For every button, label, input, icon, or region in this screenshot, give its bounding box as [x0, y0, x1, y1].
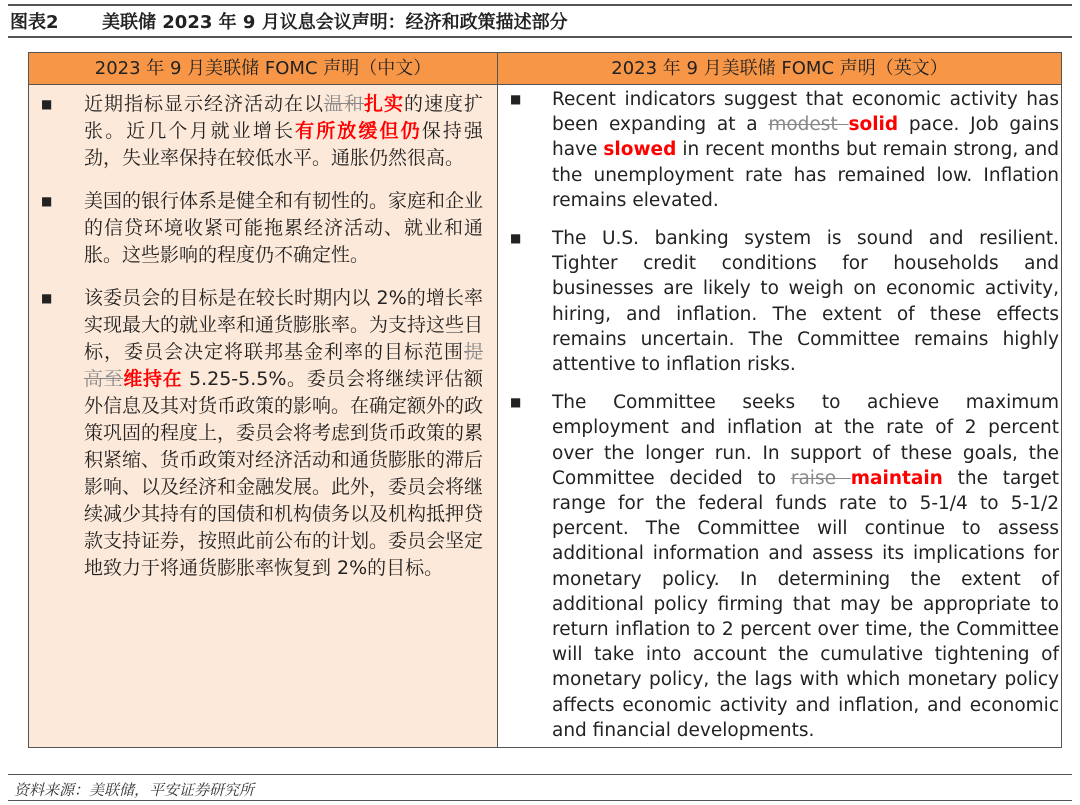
bullet-icon: ■ [41, 291, 53, 305]
bullet-icon: ■ [510, 92, 522, 106]
inserted-text: 扎实 [363, 93, 404, 115]
header-english: 2023 年 9 月美联储 FOMC 声明（英文） [498, 53, 1061, 85]
figure-caption: 美联储 2023 年 9 月议息会议声明：经济和政策描述部分 [102, 12, 568, 33]
deleted-text: 温和 [323, 93, 364, 115]
text-segment: pace. Job gains have [552, 114, 1060, 161]
text-segment: 该委员会的目标是在较长时期内以 2%的增长率实现最大的就业率和通货膨胀率。为支持这些目标，委员会决定将联邦基金利率的目标范围 [84, 287, 484, 363]
text-segment: The Committee seeks to achieve maximum employment and inflation at the rate of 2 percent over the longer run. In support of these goals, the Committee decided to [552, 392, 1059, 489]
deleted-text: raise [790, 467, 851, 489]
text-segment: Recent indicators suggest that economic activity has been expanding at a [552, 89, 1059, 136]
inserted-text: 有所放缓但仍 [295, 120, 422, 142]
figure-title [10, 8, 568, 34]
text-segment: 近期指标显示经济活动在以 [84, 93, 324, 115]
paragraph-cn [29, 188, 497, 269]
deleted-text: 提高至 [84, 341, 483, 390]
source-note: 资料来源：美联储，平安证券研究所 [14, 781, 255, 799]
bullet-icon: ■ [510, 231, 522, 246]
source-rule [8, 774, 1072, 775]
figure-label: 图表2 [10, 12, 59, 33]
inserted-text: solid [848, 114, 899, 136]
statement-table [28, 52, 1062, 748]
bottom-rule [8, 800, 1072, 801]
text-segment: The U.S. banking system is sound and resilient. Tighter credit conditions for households and businesses are likely to weigh on economic activity, hiring, and inflation. The extent of these effects remains uncertain. The Committee remains highly attentive to inflation risks. [552, 228, 1059, 376]
chinese-column [29, 85, 498, 747]
paragraph-en [498, 390, 1061, 743]
text-segment: 美国的银行体系是健全和有韧性的。家庭和企业的信贷环境收紧可能拖累经济活动、就业和通胀。这些影响的程度仍不确定性。 [84, 190, 484, 266]
text-segment: 5.25-5.5%。委员会将继续评估额外信息及其对货币政策的影响。在确定额外的政策巩固的程度上，委员会将考虑到货币政策的累积紧缩、货币政策对经济活动和通货膨胀的滞后影响、以及经济和金融发展。此外，委员会将继续减少其持有的国债和机构债务以及机构抵押贷款支持证券，按照此前公布的计划。委员会坚定地致力于将通货膨胀率恢复到 2%的目标。 [84, 368, 484, 579]
inserted-text: 维持在 [123, 368, 183, 390]
bullet-icon: ■ [41, 194, 53, 208]
text-segment: in recent months but remain strong, and the unemployment rate has remained low. Inflation remains elevated. [552, 139, 1059, 211]
header-chinese: 2023 年 9 月美联储 FOMC 声明（中文） [29, 53, 498, 85]
paragraph-en [498, 226, 1061, 377]
inserted-text: slowed [603, 139, 677, 161]
top-rule [8, 4, 1072, 6]
paragraph-cn [29, 285, 497, 582]
text-segment: 的速度扩张。近几个月就业增长 [84, 93, 483, 142]
text-segment: the target range for the federal funds rate to 5-1/4 to 5-1/2 percent. The Committee will continue to assess additional information and assess its implications for monetary policy. In determining the extent of additional policy firming that may be appropriate to return inflation to 2 percent over time, the Committee will take into account the cumulative tightening of monetary policy, the lags with which monetary policy affects economic activity and inflation, and economic and financial developments. [552, 467, 1059, 741]
paragraph-en [498, 87, 1061, 213]
bullet-icon: ■ [41, 97, 53, 111]
text-segment: 保持强劲，失业率保持在较低水平。通胀仍然很高。 [84, 120, 483, 169]
title-rule [8, 36, 1072, 38]
english-column [498, 85, 1061, 747]
deleted-text: modest [768, 114, 849, 136]
inserted-text: maintain [850, 467, 943, 489]
bullet-icon: ■ [510, 395, 522, 410]
paragraph-cn [29, 91, 497, 172]
